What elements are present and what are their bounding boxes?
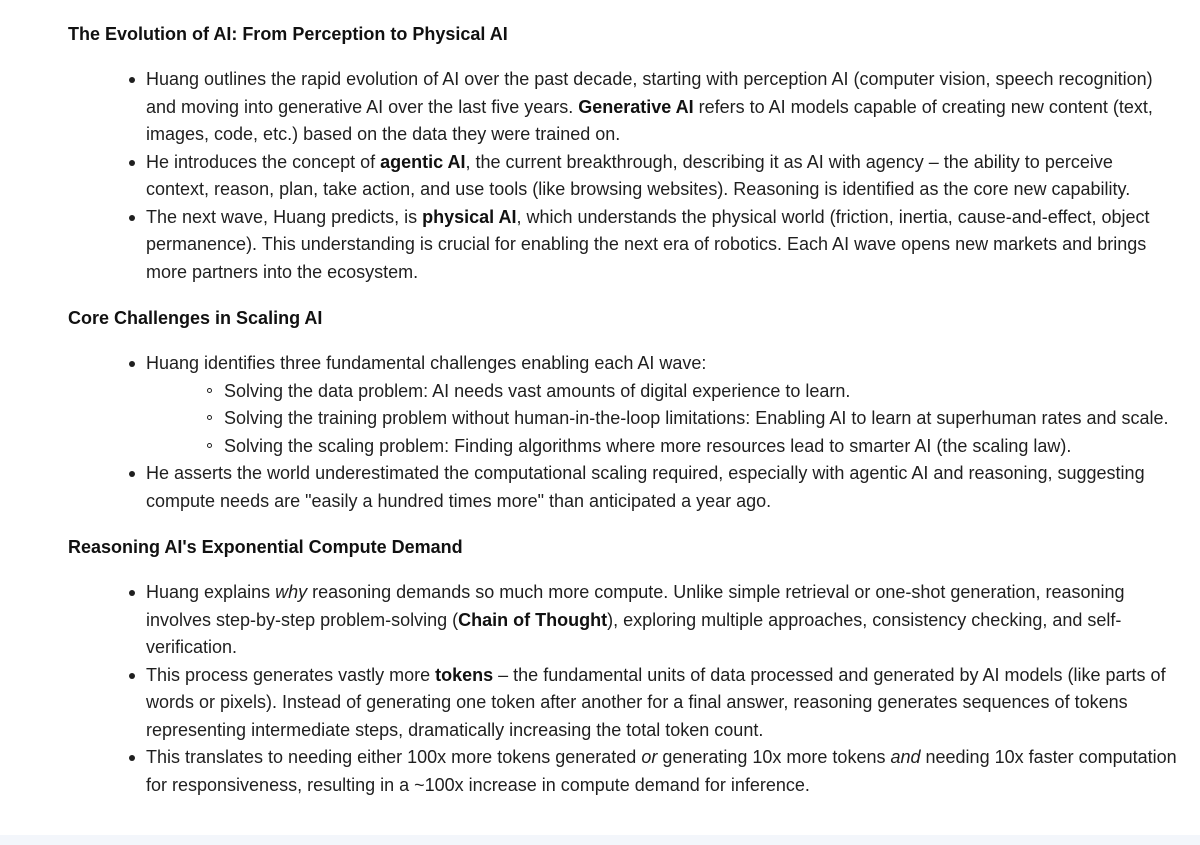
sub-list-item: Solving the data problem: AI needs vast amounts of digital experience to learn. — [146, 378, 1180, 406]
bottom-bar — [0, 835, 1200, 845]
text-span: This translates to needing either 100x more tokens generated — [146, 747, 642, 767]
italic-term: and — [890, 747, 921, 767]
text-span: reasoning demands so much more compute. Unlike simple retrieval or one-shot generation, reasoning involves step-by-step problem-solving ( — [146, 582, 1125, 630]
list-item — [68, 662, 1180, 745]
bullet-list-reasoning — [68, 579, 1180, 799]
text-span: Huang explains — [146, 582, 276, 602]
text-span: ), exploring multiple approaches, consistency checking, and self-verification. — [146, 609, 1122, 657]
sub-list — [146, 378, 1180, 461]
list-item — [68, 350, 1180, 460]
bold-term: physical AI — [422, 206, 517, 227]
text-span: He introduces the concept of — [146, 151, 381, 172]
text-span: needing 10x faster computation for responsiveness, resulting in a ~100x increase in compute demand for inference. — [146, 747, 1177, 795]
text-span: The next wave, Huang predicts, is — [146, 206, 423, 227]
sub-list-item: Solving the training problem without human-in-the-loop limitations: Enabling AI to learn at superhuman rates and scale. — [146, 405, 1180, 433]
bullet-list-evolution — [68, 66, 1180, 286]
italic-term: why — [275, 582, 308, 602]
text-span: He asserts the world underestimated the computational scaling required, especially with agentic AI and reasoning, suggesting compute needs are "easily a hundred times more" than anticipated a year ago. — [146, 463, 1145, 511]
text-span: , the current breakthrough, describing it as AI with agency – the ability to perceive context, reason, plan, take action, and use tools (like browsing websites). Reasoning is identified as the core new capability. — [146, 151, 1131, 199]
list-item — [68, 204, 1180, 287]
list-item — [68, 744, 1180, 799]
text-span: generating 10x more tokens — [657, 747, 891, 767]
section-title-core-challenges: Core Challenges in Scaling AI — [68, 308, 323, 328]
list-item — [68, 579, 1180, 662]
section-title-reasoning: Reasoning AI's Exponential Compute Demand — [68, 537, 463, 557]
text-span: Huang outlines the rapid evolution of AI over the past decade, starting with perception AI (computer vision, speech recognition) and moving into generative AI over the last five years. — [146, 69, 1153, 117]
text-span: This process generates vastly more — [146, 664, 436, 685]
section-title-evolution: The Evolution of AI: From Perception to Physical AI — [68, 24, 508, 44]
bold-term: tokens — [435, 664, 494, 685]
document-content — [68, 20, 1180, 799]
bullet-list-core-challenges — [68, 350, 1180, 515]
list-item — [68, 66, 1180, 149]
text-span: – the fundamental units of data processed and generated by AI models (like parts of words or pixels). Instead of generating one token after another for a final answer, reasoning generates sequences of tokens representing intermediate steps, dramatically increasing the total token count. — [146, 664, 1166, 740]
list-item — [68, 149, 1180, 204]
bold-term: agentic AI — [380, 151, 466, 172]
italic-term: or — [641, 747, 658, 767]
text-span: Huang identifies three fundamental challenges enabling each AI wave: — [146, 353, 707, 373]
bold-term: Generative AI — [578, 96, 694, 117]
sub-list-item: Solving the scaling problem: Finding algorithms where more resources lead to smarter AI (the scaling law). — [146, 433, 1180, 461]
bold-term: Chain of Thought — [458, 609, 608, 630]
text-span: , which understands the physical world (friction, inertia, cause-and-effect, object permanence). This understanding is crucial for enabling the next era of robotics. Each AI wave opens new markets and brings more partners into the ecosystem. — [146, 206, 1150, 282]
list-item — [68, 460, 1180, 515]
text-span: refers to AI models capable of creating new content (text, images, code, etc.) based on the data they were trained on. — [146, 96, 1153, 144]
